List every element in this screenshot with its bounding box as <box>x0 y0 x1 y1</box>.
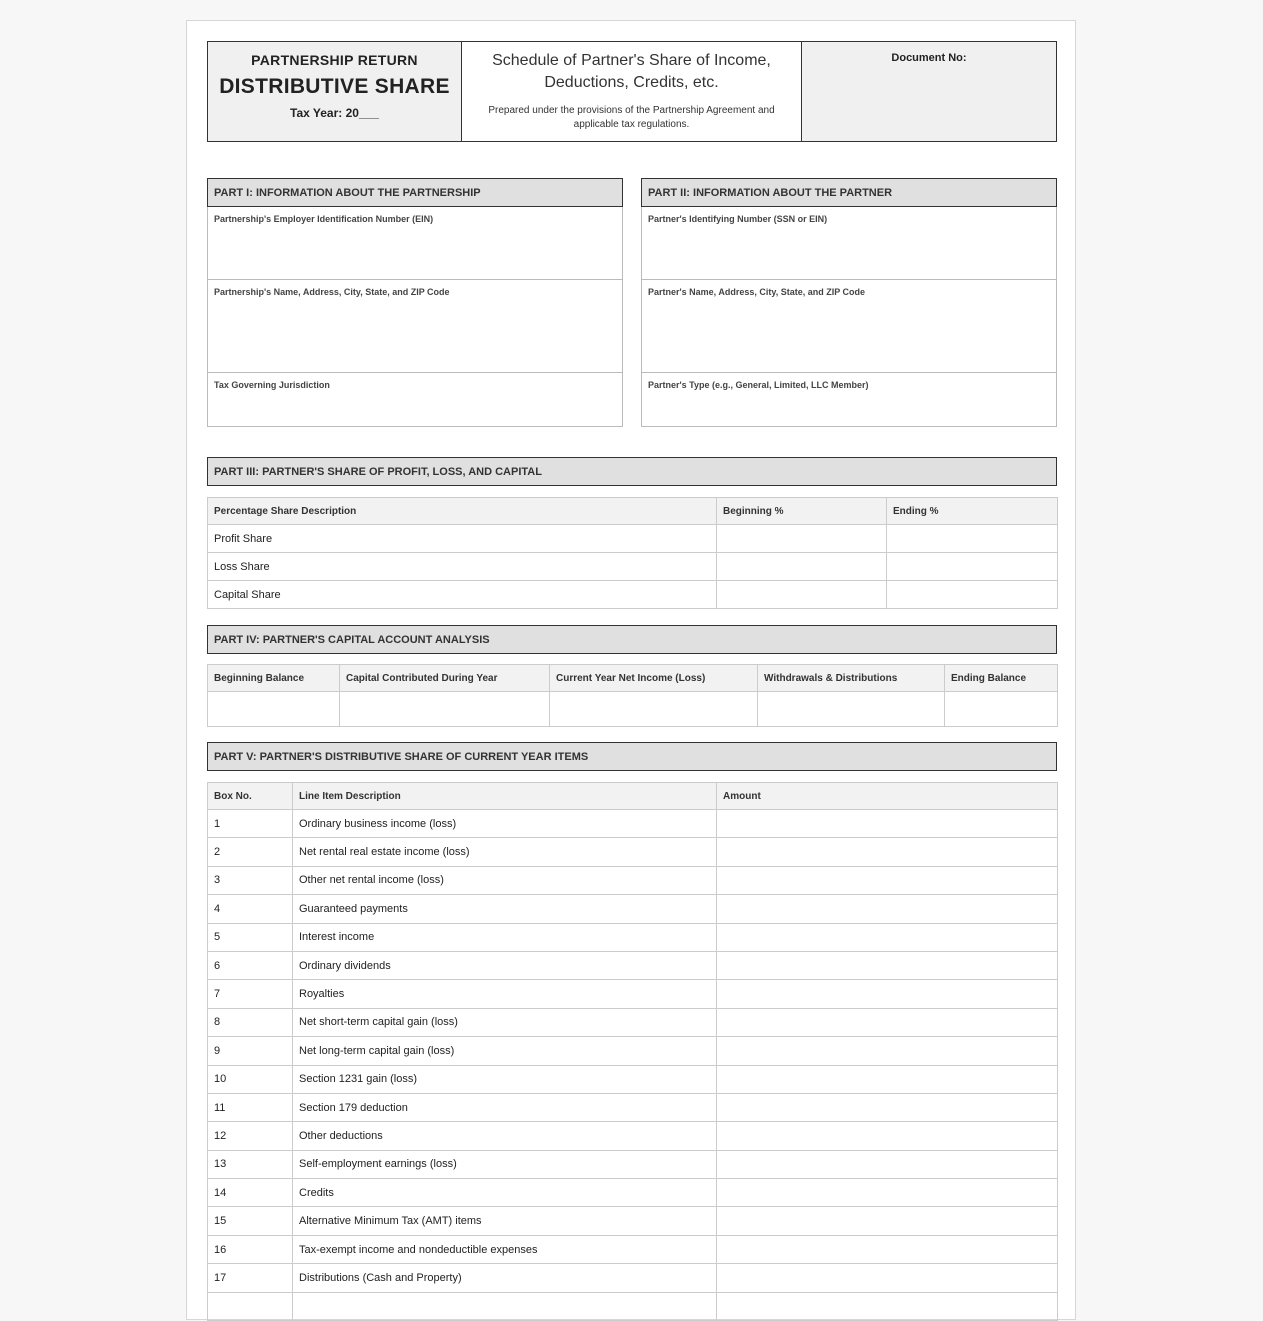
box-number: 15 <box>208 1207 293 1235</box>
tax-year: Tax Year: 20___ <box>290 106 379 120</box>
table-row <box>208 810 1058 838</box>
box-number: 13 <box>208 1150 293 1178</box>
amount-cell[interactable] <box>717 810 1058 838</box>
prepared-note: Prepared under the provisions of the Partnership Agreement and applicable tax regulations. <box>488 105 775 130</box>
box-number: 12 <box>208 1122 293 1150</box>
partner-address-label: Partner's Name, Address, City, State, and ZIP Code <box>648 287 866 297</box>
line-item-description: Royalties <box>293 980 717 1008</box>
table-row <box>208 923 1058 951</box>
column-header: Ending Balance <box>945 665 1058 692</box>
table-row <box>208 692 1058 727</box>
line-item-description: Tax-exempt income and nondeductible expenses <box>293 1235 717 1263</box>
capital-contributed-cell[interactable] <box>340 692 550 727</box>
line-item-description: Guaranteed payments <box>293 895 717 923</box>
line-item-description <box>293 1292 717 1320</box>
part2-header <box>641 178 1057 207</box>
amount-cell[interactable] <box>717 951 1058 979</box>
column-header: Withdrawals & Distributions <box>758 665 945 692</box>
line-item-description: Net long-term capital gain (loss) <box>293 1037 717 1065</box>
ending-percent-cell[interactable] <box>887 581 1058 609</box>
table-row <box>208 895 1058 923</box>
table-row <box>208 1179 1058 1207</box>
amount-cell[interactable] <box>717 895 1058 923</box>
capital-account-table <box>207 664 1058 727</box>
share-description: Capital Share <box>208 581 717 609</box>
ending-percent-cell[interactable] <box>887 553 1058 581</box>
part5-header <box>207 742 1057 771</box>
table-row <box>208 581 1058 609</box>
line-item-description: Alternative Minimum Tax (AMT) items <box>293 1207 717 1235</box>
column-header: Percentage Share Description <box>208 498 717 525</box>
line-item-description: Distributions (Cash and Property) <box>293 1264 717 1292</box>
table-row <box>208 1008 1058 1036</box>
table-row <box>208 1093 1058 1121</box>
box-number: 17 <box>208 1264 293 1292</box>
box-number: 5 <box>208 923 293 951</box>
part2-title: PART II: INFORMATION ABOUT THE PARTNER <box>648 186 893 199</box>
column-header: Capital Contributed During Year <box>340 665 550 692</box>
part4-header <box>207 625 1057 654</box>
net-income-cell[interactable] <box>550 692 758 727</box>
box-number: 3 <box>208 866 293 894</box>
return-label: PARTNERSHIP RETURN <box>251 52 418 68</box>
partner-id-field[interactable] <box>642 207 1056 280</box>
amount-cell[interactable] <box>717 866 1058 894</box>
box-number: 7 <box>208 980 293 1008</box>
amount-cell[interactable] <box>717 1065 1058 1093</box>
box-number: 11 <box>208 1093 293 1121</box>
box-number: 14 <box>208 1179 293 1207</box>
partnership-ein-field[interactable] <box>208 207 622 280</box>
table-row <box>208 1264 1058 1292</box>
beginning-percent-cell[interactable] <box>717 553 887 581</box>
part3-header <box>207 457 1057 486</box>
line-item-description: Section 179 deduction <box>293 1093 717 1121</box>
part5-title: PART V: PARTNER'S DISTRIBUTIVE SHARE OF CURRENT YEAR ITEMS <box>214 750 589 763</box>
beginning-percent-cell[interactable] <box>717 525 887 553</box>
tax-jurisdiction-label: Tax Governing Jurisdiction <box>214 380 330 390</box>
part1-header <box>207 178 623 207</box>
partner-address-field[interactable] <box>642 280 1056 373</box>
column-header: Beginning Balance <box>208 665 340 692</box>
line-item-description: Credits <box>293 1179 717 1207</box>
line-item-description: Ordinary dividends <box>293 951 717 979</box>
box-number: 16 <box>208 1235 293 1263</box>
table-row <box>208 1207 1058 1235</box>
column-header: Line Item Description <box>293 783 717 810</box>
amount-cell[interactable] <box>717 1264 1058 1292</box>
header-schedule-block <box>462 42 802 141</box>
column-header: Ending % <box>887 498 1058 525</box>
amount-cell[interactable] <box>717 1093 1058 1121</box>
amount-cell[interactable] <box>717 1179 1058 1207</box>
part1-fields <box>207 207 623 427</box>
part3-title: PART III: PARTNER'S SHARE OF PROFIT, LOSS, AND CAPITAL <box>214 465 542 478</box>
amount-cell[interactable] <box>717 1150 1058 1178</box>
table-header-row <box>208 498 1058 525</box>
share-percentage-table <box>207 497 1058 609</box>
box-number: 8 <box>208 1008 293 1036</box>
tax-jurisdiction-field[interactable] <box>208 373 622 425</box>
line-item-description: Ordinary business income (loss) <box>293 810 717 838</box>
table-row <box>208 838 1058 866</box>
table-row <box>208 951 1058 979</box>
line-item-description: Other net rental income (loss) <box>293 866 717 894</box>
table-row <box>208 1037 1058 1065</box>
distributive-share-table <box>207 782 1058 1321</box>
partnership-address-label: Partnership's Name, Address, City, State, and ZIP Code <box>214 287 450 297</box>
amount-cell[interactable] <box>717 980 1058 1008</box>
amount-cell[interactable] <box>717 1235 1058 1263</box>
share-description: Loss Share <box>208 553 717 581</box>
amount-cell[interactable] <box>717 1122 1058 1150</box>
box-number: 6 <box>208 951 293 979</box>
partner-id-label: Partner's Identifying Number (SSN or EIN) <box>648 214 828 224</box>
header-title-block <box>208 42 462 141</box>
table-row <box>208 553 1058 581</box>
column-header: Box No. <box>208 783 293 810</box>
partner-type-field[interactable] <box>642 373 1056 425</box>
box-number: 9 <box>208 1037 293 1065</box>
form-page <box>186 20 1076 1320</box>
box-number: 10 <box>208 1065 293 1093</box>
table-row <box>208 1065 1058 1093</box>
column-header: Current Year Net Income (Loss) <box>550 665 758 692</box>
part4-title: PART IV: PARTNER'S CAPITAL ACCOUNT ANALYSIS <box>214 633 490 646</box>
table-header-row <box>208 665 1058 692</box>
table-row <box>208 525 1058 553</box>
amount-cell[interactable] <box>717 1037 1058 1065</box>
beginning-balance-cell[interactable] <box>208 692 340 727</box>
table-header-row <box>208 783 1058 810</box>
form-title: DISTRIBUTIVE SHARE <box>219 75 450 98</box>
box-number: 2 <box>208 838 293 866</box>
amount-cell[interactable] <box>717 1292 1058 1320</box>
table-row <box>208 980 1058 1008</box>
line-item-description: Self-employment earnings (loss) <box>293 1150 717 1178</box>
line-item-description: Interest income <box>293 923 717 951</box>
document-number-block[interactable] <box>802 42 1056 141</box>
ending-percent-cell[interactable] <box>887 525 1058 553</box>
partner-type-label: Partner's Type (e.g., General, Limited, LLC Member) <box>648 380 869 390</box>
document-no-label: Document No: <box>891 52 967 64</box>
amount-cell[interactable] <box>717 1008 1058 1036</box>
column-header: Beginning % <box>717 498 887 525</box>
share-description: Profit Share <box>208 525 717 553</box>
part1-title: PART I: INFORMATION ABOUT THE PARTNERSHIP <box>214 186 481 199</box>
ending-balance-cell[interactable] <box>945 692 1058 727</box>
column-header: Amount <box>717 783 1058 810</box>
amount-cell[interactable] <box>717 923 1058 951</box>
schedule-title: Schedule of Partner's Share of Income, Deductions, Credits, etc. <box>492 52 771 91</box>
table-row <box>208 1235 1058 1263</box>
partnership-address-field[interactable] <box>208 280 622 373</box>
table-row <box>208 1122 1058 1150</box>
table-row <box>208 1292 1058 1320</box>
partnership-ein-label: Partnership's Employer Identification Number (EIN) <box>214 214 434 224</box>
line-item-description: Net rental real estate income (loss) <box>293 838 717 866</box>
withdrawals-cell[interactable] <box>758 692 945 727</box>
part2-fields <box>641 207 1057 427</box>
table-row <box>208 1150 1058 1178</box>
box-number <box>208 1292 293 1320</box>
table-row <box>208 866 1058 894</box>
amount-cell[interactable] <box>717 838 1058 866</box>
beginning-percent-cell[interactable] <box>717 581 887 609</box>
box-number: 1 <box>208 810 293 838</box>
amount-cell[interactable] <box>717 1207 1058 1235</box>
line-item-description: Net short-term capital gain (loss) <box>293 1008 717 1036</box>
line-item-description: Other deductions <box>293 1122 717 1150</box>
form-header <box>207 41 1057 142</box>
line-item-description: Section 1231 gain (loss) <box>293 1065 717 1093</box>
box-number: 4 <box>208 895 293 923</box>
